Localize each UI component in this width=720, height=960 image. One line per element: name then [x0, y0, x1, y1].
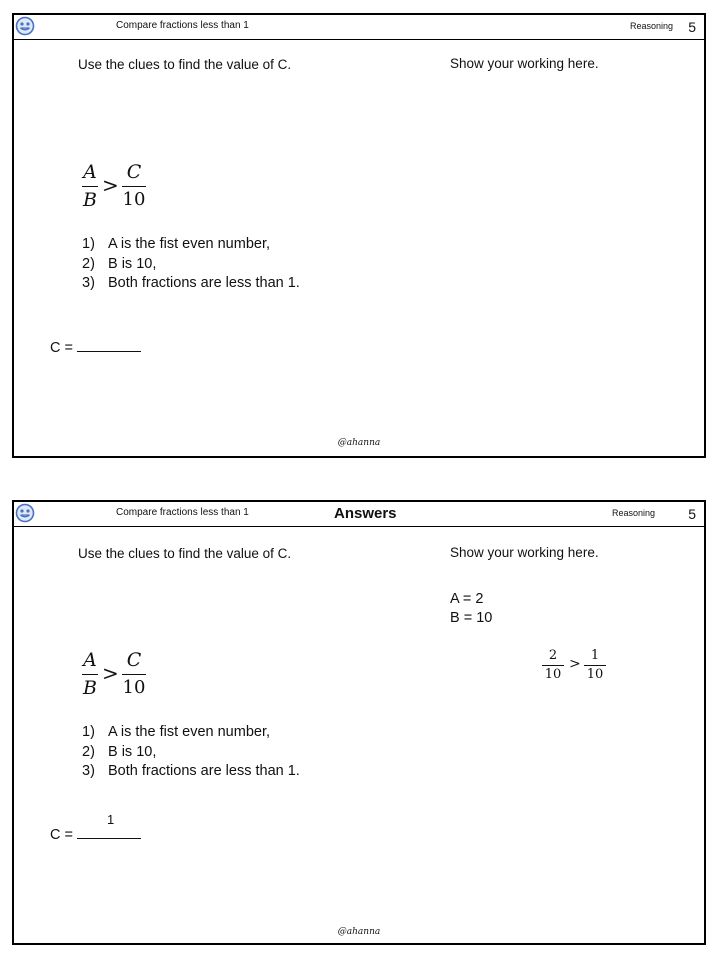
fraction-bar [542, 665, 564, 666]
clue-item: 2) B is 10, [82, 743, 157, 760]
card-header [14, 502, 704, 527]
value-a: A = 2 [450, 591, 484, 607]
fraction-bar [82, 186, 98, 187]
working-values [450, 590, 492, 628]
denominator: 10 [544, 667, 562, 682]
numerator-c: C [126, 161, 142, 183]
fraction-2-over-10 [542, 648, 564, 682]
answer-value: 1 [107, 812, 115, 827]
answer-card [12, 500, 706, 945]
clue-item: 3) Both fractions are less than 1. [82, 275, 300, 291]
numerator-a: A [83, 161, 97, 183]
answer-line [50, 340, 141, 356]
clue-item: 1) A is the fist even number, [82, 236, 271, 252]
working-prompt: Show your working here. [450, 56, 599, 71]
numerator-c: C [126, 649, 142, 671]
value-b: B = 10 [450, 610, 493, 626]
fraction-1-over-10 [584, 648, 606, 682]
question-number: 5 [688, 506, 696, 522]
denominator-10: 10 [122, 189, 146, 210]
question-card [12, 13, 706, 458]
denominator: 10 [586, 667, 604, 682]
instruction-text: Use the clues to find the value of C. [78, 546, 292, 561]
card-header [14, 15, 704, 40]
numerator: 2 [548, 648, 558, 663]
author-credit: @ahanna [337, 438, 381, 448]
fraction-bar [584, 665, 606, 666]
instruction-text: Use the clues to find the value of C. [78, 57, 292, 72]
denominator-b: B [83, 677, 97, 699]
working-prompt: Show your working here. [450, 545, 599, 560]
answer-blank[interactable] [77, 812, 141, 839]
answer-blank[interactable] [77, 341, 141, 352]
answer-line [50, 812, 141, 843]
greater-than-symbol: > [569, 656, 581, 672]
fraction-bar [122, 186, 146, 187]
numerator: 1 [590, 648, 600, 663]
fraction-c-over-10 [122, 161, 146, 210]
denominator-b: B [83, 189, 97, 211]
fraction-a-over-b [82, 161, 98, 211]
answer-prefix: C = [50, 340, 77, 356]
denominator-10: 10 [122, 677, 146, 698]
greater-than-symbol: > [102, 661, 119, 685]
category-label: Reasoning [612, 508, 656, 518]
question-number: 5 [688, 19, 696, 35]
clue-item: 3) Both fractions are less than 1. [82, 763, 300, 779]
smiley-icon [15, 16, 35, 36]
answer-prefix: C = [50, 827, 77, 843]
author-credit: @ahanna [337, 927, 381, 937]
clue-list [82, 723, 300, 782]
topic-title: Compare fractions less than 1 [116, 507, 249, 518]
topic-title: Compare fractions less than 1 [116, 20, 249, 31]
answers-heading: Answers [334, 505, 397, 522]
category-label: Reasoning [630, 21, 674, 31]
fraction-c-over-10 [122, 649, 146, 698]
fraction-a-over-b [82, 649, 98, 699]
numerator-a: A [83, 649, 97, 671]
smiley-icon [15, 503, 35, 523]
greater-than-symbol: > [102, 173, 119, 197]
fraction-bar [82, 674, 98, 675]
clue-list [82, 235, 300, 294]
clue-item: 2) B is 10, [82, 255, 157, 272]
fraction-bar [122, 674, 146, 675]
clue-item: 1) A is the fist even number, [82, 724, 271, 740]
